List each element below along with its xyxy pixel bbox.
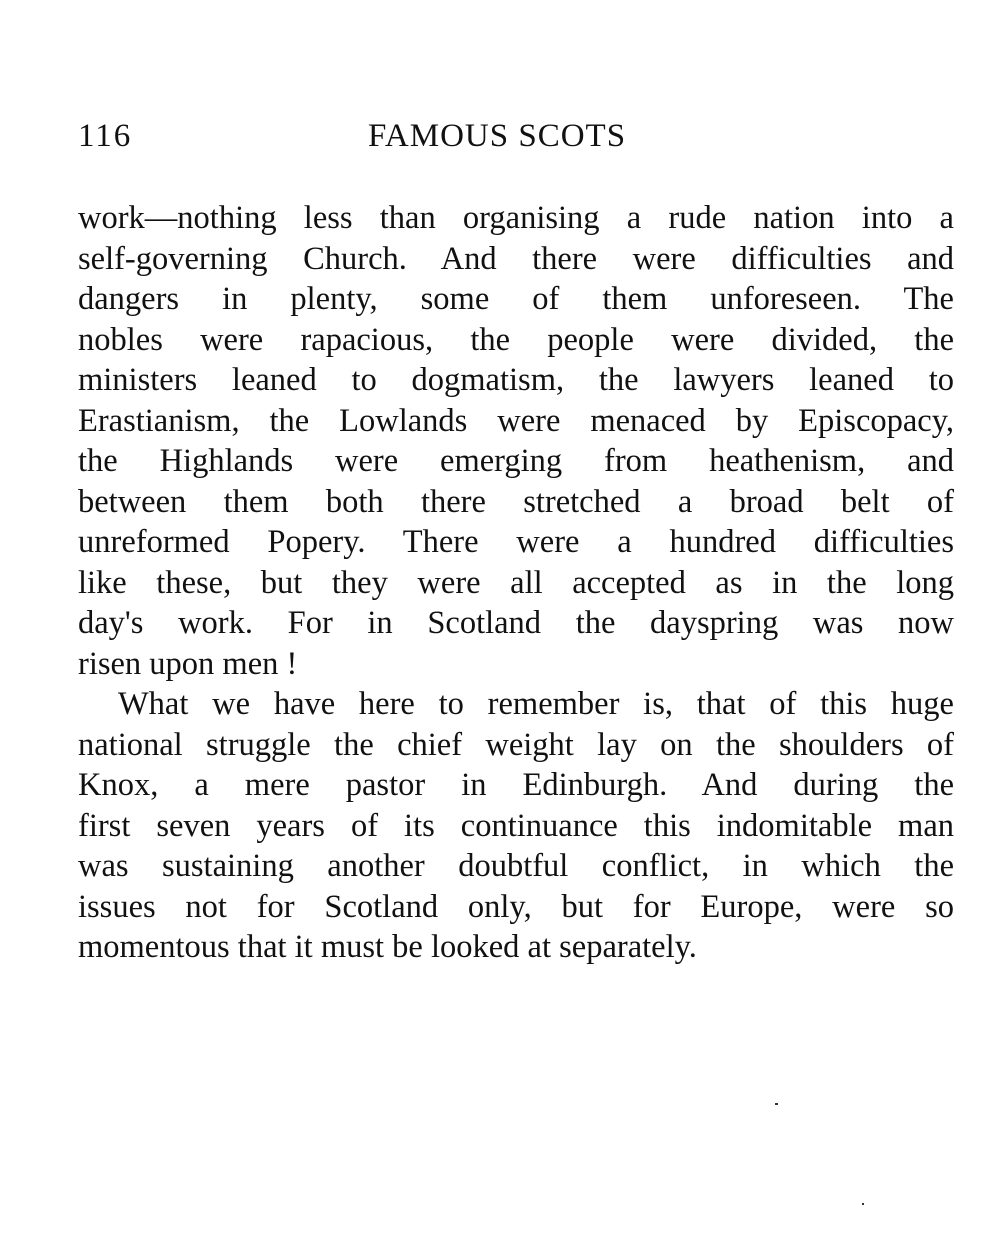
text-line: like these, but they were all accepted as in the long bbox=[78, 564, 954, 601]
text-line: national struggle the chief weight lay on the shoulders of bbox=[78, 726, 954, 763]
body-text bbox=[78, 198, 954, 968]
text-line: work—nothing less than organising a rude nation into a bbox=[78, 200, 954, 236]
text-line: self-governing Church. And there were difficulties and bbox=[78, 240, 954, 277]
text-line: was sustaining another doubtful conflict, in which the bbox=[78, 848, 954, 884]
running-head: FAMOUS SCOTS bbox=[368, 118, 627, 154]
paragraph-2 bbox=[78, 684, 954, 968]
text-line: unreformed Popery. There were a hundred difficulties bbox=[78, 524, 954, 560]
text-line: Erastianism, the Lowlands were menaced by Episcopacy, bbox=[78, 402, 954, 439]
text-line: the Highlands were emerging from heathenism, and bbox=[78, 443, 954, 479]
text-line: first seven years of its continuance this indomitable man bbox=[78, 807, 954, 844]
text-line: day's work. For in Scotland the dayspring was now bbox=[78, 605, 954, 641]
text-line: between them both there stretched a broad belt of bbox=[78, 483, 954, 520]
text-line: risen upon men ! bbox=[78, 645, 298, 682]
text-line: issues not for Scotland only, but for Europe, were so bbox=[78, 888, 954, 925]
text-line: What we have here to remember is, that of this huge bbox=[118, 686, 954, 722]
text-line: nobles were rapacious, the people were divided, the bbox=[78, 321, 954, 358]
text-line: dangers in plenty, some of them unforeseen. The bbox=[78, 281, 954, 317]
scan-speck bbox=[862, 1203, 864, 1205]
page-number: 116 bbox=[78, 118, 133, 154]
page-header bbox=[78, 118, 958, 162]
paragraph-1 bbox=[78, 198, 954, 684]
scan-speck bbox=[775, 1103, 778, 1105]
text-line: ministers leaned to dogmatism, the lawyers leaned to bbox=[78, 362, 954, 398]
text-line: momentous that it must be looked at separately. bbox=[78, 929, 697, 965]
text-line: Knox, a mere pastor in Edinburgh. And during the bbox=[78, 767, 954, 803]
